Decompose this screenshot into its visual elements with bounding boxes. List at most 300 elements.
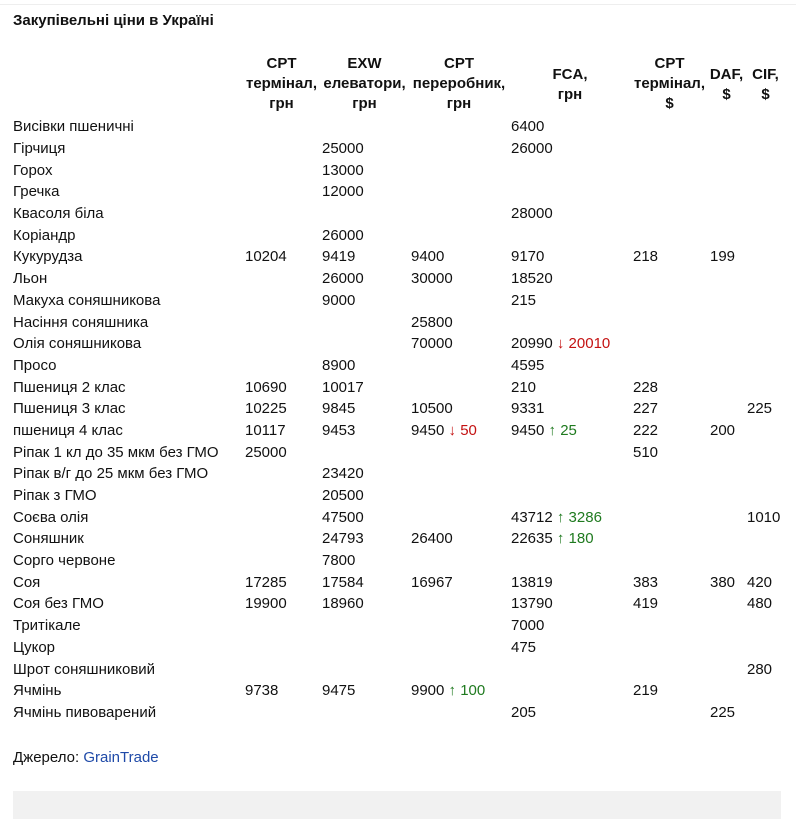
price-cell [409,571,509,593]
price-cell [509,420,631,442]
price-cell [243,463,320,485]
price-value: 25000 [245,443,287,461]
price-value: 17285 [245,573,287,591]
table-row [11,224,786,246]
price-value: 383 [633,573,659,591]
price-cell [708,181,745,203]
table-row [11,637,786,659]
table-row [11,398,786,420]
price-cell [745,311,786,333]
price-cell [409,203,509,225]
price-cell [745,680,786,702]
source-label: Джерело: [13,749,80,766]
price-cell [631,290,708,312]
price-cell [708,680,745,702]
price-value: 10225 [245,400,287,418]
price-cell [320,441,409,463]
footer-panel [13,791,781,819]
price-cell [409,159,509,181]
price-cell [320,116,409,138]
price-cell [320,159,409,181]
product-name: Ріпак 1 кл до 35 мкм без ГМО [13,443,219,461]
price-value: 200 [710,421,736,439]
price-value: 199 [710,248,736,266]
price-value: 9419 [322,248,356,266]
price-value: 43712 [511,508,553,526]
product-name: Соняшник [13,530,84,548]
price-cell [243,637,320,659]
price-cell [745,376,786,398]
price-cell [631,138,708,160]
price-cell [745,702,786,724]
product-name: Соя [13,573,41,591]
price-cell [509,506,631,528]
price-cell [631,376,708,398]
price-cell [320,333,409,355]
price-cell [320,550,409,572]
price-cell [320,311,409,333]
price-value: 20990 [511,335,553,353]
price-cell [631,181,708,203]
price-value: 10017 [322,378,364,396]
price-value: 12000 [322,183,364,201]
product-name: Цукор [13,638,56,656]
price-cell [631,550,708,572]
price-cell [708,398,745,420]
price-value: 475 [511,638,537,656]
price-cell [243,550,320,572]
price-cell [509,268,631,290]
price-cell [708,658,745,680]
price-value: 47500 [322,508,364,526]
price-cell [409,550,509,572]
price-cell [409,246,509,268]
price-cell [243,246,320,268]
price-cell [320,658,409,680]
price-cell [631,420,708,442]
price-value: 8900 [322,356,356,374]
page-title: Закупівельні ціни в Україні [13,12,214,29]
price-value: 218 [633,248,659,266]
price-value: 16967 [411,573,453,591]
price-cell [243,290,320,312]
price-cell [243,680,320,702]
price-cell [631,333,708,355]
price-cell [745,159,786,181]
price-cell [409,615,509,637]
price-cell [509,355,631,377]
table-row [11,246,786,268]
price-cell [631,463,708,485]
price-change-up: ↑ 180 [556,530,594,548]
price-value: 26000 [322,270,364,288]
price-cell [708,355,745,377]
price-cell [745,420,786,442]
price-cell [745,138,786,160]
price-cell [320,224,409,246]
price-cell [243,333,320,355]
price-cell [509,441,631,463]
price-value: 219 [633,682,659,700]
table-row [11,571,786,593]
price-value: 1010 [747,508,781,526]
price-value: 17584 [322,573,364,591]
price-cell [509,571,631,593]
price-cell [708,376,745,398]
price-cell [320,138,409,160]
price-value: 24793 [322,530,364,548]
price-value: 9845 [322,400,356,418]
table-row [11,138,786,160]
price-cell [631,441,708,463]
price-cell [631,246,708,268]
price-value: 205 [511,703,537,721]
price-cell [320,637,409,659]
price-cell [509,485,631,507]
price-cell [320,680,409,702]
product-name: Висівки пшеничні [13,118,134,136]
price-cell [708,224,745,246]
product-name: Соя без ГМО [13,595,104,613]
price-cell [509,658,631,680]
price-value: 26400 [411,530,453,548]
price-value: 70000 [411,335,453,353]
table-row [11,615,786,637]
price-cell [631,637,708,659]
price-value: 227 [633,400,659,418]
price-cell [320,485,409,507]
price-value: 210 [511,378,537,396]
price-cell [631,398,708,420]
price-value: 215 [511,291,537,309]
price-cell [243,159,320,181]
price-value: 9450 [511,421,545,439]
table-row [11,420,786,442]
table-row [11,550,786,572]
product-name: Квасоля біла [13,205,104,223]
price-cell [745,506,786,528]
price-cell [745,571,786,593]
price-cell [509,680,631,702]
price-value: 510 [633,443,659,461]
price-value: 10204 [245,248,287,266]
col-header-product [11,54,243,116]
col-header-cpt-terminal-uah: CPT термінал, грн [245,55,317,112]
product-name: Соєва олія [13,508,89,526]
product-name: Сорго червоне [13,552,116,570]
table-row [11,702,786,724]
product-name: Ячмінь [13,682,62,700]
price-cell [745,441,786,463]
price-cell [745,463,786,485]
price-cell [745,224,786,246]
price-value: 380 [710,573,736,591]
product-name: Ячмінь пивоварений [13,703,157,721]
price-cell [409,463,509,485]
price-cell [509,615,631,637]
price-value: 13819 [511,573,553,591]
product-name: Шрот соняшниковий [13,660,156,678]
price-cell [409,485,509,507]
price-cell [320,506,409,528]
product-name: Горох [13,161,53,179]
price-cell [745,615,786,637]
price-value: 19900 [245,595,287,613]
price-cell [631,658,708,680]
price-cell [631,311,708,333]
price-value: 9400 [411,248,445,266]
price-cell [631,159,708,181]
product-name: Просо [13,356,57,374]
price-value: 10500 [411,400,453,418]
price-cell [631,680,708,702]
top-divider [0,4,796,5]
col-header-cif-usd: CIF, $ [752,66,779,103]
price-value: 13790 [511,595,553,613]
price-cell [409,441,509,463]
price-cell [708,268,745,290]
product-name: Гірчиця [13,140,66,158]
price-cell [409,268,509,290]
price-cell [243,398,320,420]
price-cell [409,116,509,138]
price-value: 26000 [322,226,364,244]
price-cell [745,268,786,290]
price-change-down: ↓ 20010 [556,335,611,353]
table-row [11,311,786,333]
price-value: 20500 [322,487,364,505]
price-cell [708,528,745,550]
price-value: 9450 [411,421,445,439]
price-cell [708,311,745,333]
price-value: 25000 [322,140,364,158]
price-cell [631,355,708,377]
price-cell [243,441,320,463]
price-cell [409,506,509,528]
price-cell [509,463,631,485]
price-cell [509,311,631,333]
table-row [11,268,786,290]
product-name: Насіння соняшника [13,313,149,331]
price-cell [631,506,708,528]
price-cell [708,441,745,463]
price-cell [745,593,786,615]
price-value: 10690 [245,378,287,396]
price-cell [631,203,708,225]
table-row [11,203,786,225]
price-cell [243,224,320,246]
price-cell [409,224,509,246]
price-value: 30000 [411,270,453,288]
price-cell [320,203,409,225]
price-cell [509,159,631,181]
col-header-exw-elevators-uah: EXW елеватори, грн [323,55,406,112]
price-value: 480 [747,595,773,613]
price-value: 280 [747,660,773,678]
price-cell [409,138,509,160]
price-value: 222 [633,421,659,439]
price-cell [243,571,320,593]
price-value: 7800 [322,552,356,570]
price-cell [409,376,509,398]
price-cell [708,550,745,572]
price-cell [409,593,509,615]
product-name: пшениця 4 клас [13,421,123,439]
table-row [11,333,786,355]
price-cell [409,658,509,680]
price-cell [243,203,320,225]
prices-table [11,54,786,723]
table-row [11,290,786,312]
price-cell [320,376,409,398]
price-cell [320,268,409,290]
price-cell [243,116,320,138]
price-cell [243,528,320,550]
price-cell [708,333,745,355]
product-name: Гречка [13,183,60,201]
price-cell [243,268,320,290]
price-value: 9331 [511,400,545,418]
product-name: Пшениця 3 клас [13,400,126,418]
price-cell [243,658,320,680]
col-header-cpt-terminal-usd: CPT термінал, $ [633,55,705,112]
price-value: 26000 [511,140,553,158]
price-cell [708,463,745,485]
price-cell [509,550,631,572]
price-cell [509,333,631,355]
price-cell [320,398,409,420]
price-value: 10117 [245,421,286,439]
price-cell [631,528,708,550]
col-header-cpt-processor-uah: CPT переробник, грн [412,55,506,112]
price-value: 419 [633,595,659,613]
product-name: Льон [13,270,48,288]
source-link[interactable]: GrainTrade [83,749,159,766]
table-row [11,680,786,702]
price-cell [409,333,509,355]
table-row [11,355,786,377]
price-cell [509,637,631,659]
price-cell [745,637,786,659]
price-cell [745,550,786,572]
table-row [11,593,786,615]
price-cell [509,246,631,268]
col-header-daf-usd: DAF, $ [709,66,744,103]
price-cell [320,571,409,593]
price-cell [320,420,409,442]
product-name: Пшениця 2 клас [13,378,126,396]
price-cell [708,138,745,160]
price-cell [708,159,745,181]
price-cell [631,702,708,724]
table-row [11,376,786,398]
price-cell [243,593,320,615]
price-value: 7000 [511,617,545,635]
price-cell [320,246,409,268]
price-value: 9453 [322,421,356,439]
price-change-down: ↓ 50 [448,421,477,439]
price-value: 225 [747,400,773,418]
product-name: Ріпак в/г до 25 мкм без ГМО [13,465,209,483]
price-cell [320,528,409,550]
price-value: 9900 [411,682,445,700]
price-cell [243,311,320,333]
price-cell [631,571,708,593]
product-name: Ріпак з ГМО [13,487,97,505]
product-name: Олія соняшникова [13,335,142,353]
price-cell [708,506,745,528]
header-row [11,54,786,116]
table-row [11,116,786,138]
price-cell [320,702,409,724]
price-value: 18960 [322,595,364,613]
price-cell [631,615,708,637]
price-cell [320,290,409,312]
price-cell [409,181,509,203]
table-row [11,658,786,680]
table-row [11,441,786,463]
price-cell [409,702,509,724]
price-cell [243,138,320,160]
price-cell [708,246,745,268]
price-cell [745,203,786,225]
price-cell [409,680,509,702]
price-cell [243,702,320,724]
price-cell [320,355,409,377]
price-value: 28000 [511,205,553,223]
price-cell [409,355,509,377]
price-cell [320,615,409,637]
col-header-fca-uah: FCA, грн [552,66,588,103]
price-cell [409,398,509,420]
price-cell [243,376,320,398]
table-row [11,181,786,203]
price-change-up: ↑ 100 [448,682,486,700]
price-cell [708,116,745,138]
table-body [11,116,786,723]
price-cell [243,485,320,507]
price-cell [745,181,786,203]
table-row [11,528,786,550]
price-cell [320,593,409,615]
source-line [13,749,159,766]
price-cell [509,116,631,138]
price-cell [745,528,786,550]
price-value: 9000 [322,291,356,309]
price-value: 9738 [245,682,279,700]
price-cell [409,637,509,659]
product-name: Коріандр [13,226,76,244]
price-cell [708,420,745,442]
price-cell [708,637,745,659]
price-cell [745,333,786,355]
table-row [11,463,786,485]
price-change-up: ↑ 25 [548,421,577,439]
price-cell [745,485,786,507]
price-cell [509,702,631,724]
price-value: 13000 [322,161,364,179]
price-value: 225 [710,703,736,721]
price-value: 23420 [322,465,364,483]
price-value: 6400 [511,118,545,136]
price-cell [708,290,745,312]
price-cell [708,593,745,615]
price-cell [745,658,786,680]
price-cell [745,398,786,420]
price-cell [708,615,745,637]
product-name: Кукурудза [13,248,83,266]
price-cell [509,203,631,225]
